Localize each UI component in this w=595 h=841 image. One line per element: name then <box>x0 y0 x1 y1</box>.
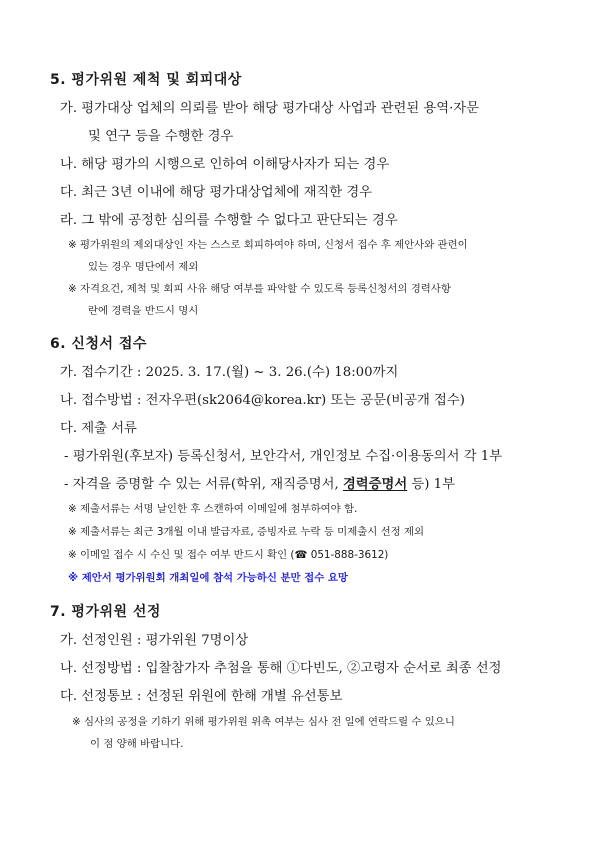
section7-item-ga: 가. 선정인원 : 평가위원 7명이상 <box>60 633 249 648</box>
docs-line2-pre: - 자격을 증명할 수 있는 서류(학위, 재직증명서, <box>64 477 343 492</box>
section5-heading: 5. 평가위원 제척 및 회피대상 <box>50 72 242 88</box>
section6-note1: ※ 제출서류는 서명 날인한 후 스캔하여 이메일에 첨부하여야 함. <box>68 503 358 515</box>
docs-line2-post: 등) 1부 <box>407 477 455 492</box>
section5-note1-cont: 있는 경우 명단에서 제외 <box>88 261 199 273</box>
section6-item-da: 다. 제출 서류 <box>60 421 137 436</box>
section7-item-na: 나. 선정방법 : 입찰참가자 추첨을 통해 ①다빈도, ②고령자 순서로 최종 선정 <box>60 661 502 676</box>
section6-note3: ※ 이메일 접수 시 수신 및 접수 여부 반드시 확인 (☎ 051-888-3612) <box>68 549 389 561</box>
section6-docs-line2 <box>64 473 455 492</box>
career-certificate-emphasis: 경력증명서 <box>342 477 408 492</box>
section7-note1: ※ 심사의 공정을 기하기 위해 평가위원 위촉 여부는 심사 전 일에 연락드릴 수 있으니 <box>72 716 455 728</box>
section7-note1-cont: 이 점 양해 바랍니다. <box>90 738 184 750</box>
section6-note4-highlight: ※ 제안서 평가위원회 개최일에 참석 가능하신 분만 접수 요망 <box>68 572 348 584</box>
section5-note2-cont: 란에 경력을 반드시 명시 <box>88 305 199 317</box>
section6-heading: 6. 신청서 접수 <box>50 336 147 352</box>
section6-item-ga: 가. 접수기간 : 2025. 3. 17.(월) ~ 3. 26.(수) 18:00까지 <box>60 365 399 380</box>
section6-docs-line1: - 평가위원(후보자) 등록신청서, 보안각서, 개인정보 수집·이용동의서 각 1부 <box>64 449 503 464</box>
section6-note2: ※ 제출서류는 최근 3개월 이내 발급자료, 증빙자료 누락 등 미제출시 선정 제외 <box>68 526 425 538</box>
section5-item-da: 다. 최근 3년 이내에 해당 평가대상업체에 재직한 경우 <box>60 185 373 200</box>
section5-item-ra: 라. 그 밖에 공정한 심의를 수행할 수 없다고 판단되는 경우 <box>60 213 398 228</box>
section5-note2: ※ 자격요건, 제척 및 회피 사유 해당 여부를 파악할 수 있도록 등록신청서의 경력사항 <box>68 283 451 295</box>
section7-heading: 7. 평가위원 선정 <box>50 604 161 620</box>
section5-item-ga: 가. 평가대상 업체의 의뢰를 받아 해당 평가대상 사업과 관련된 용역·자문 <box>60 101 479 116</box>
section5-item-na: 나. 해당 평가의 시행으로 인하여 이해당사자가 되는 경우 <box>60 157 390 172</box>
section5-note1: ※ 평가위원의 제외대상인 자는 스스로 회피하여야 하며, 신청서 접수 후 제안사와 관련이 <box>68 239 468 251</box>
section6-item-na: 나. 접수방법 : 전자우편(sk2064@korea.kr) 또는 공문(비공개 접수) <box>60 393 465 408</box>
section7-item-da: 다. 선정통보 : 선정된 위원에 한해 개별 유선통보 <box>60 689 343 704</box>
section5-item-ga-cont: 및 연구 등을 수행한 경우 <box>88 129 234 144</box>
